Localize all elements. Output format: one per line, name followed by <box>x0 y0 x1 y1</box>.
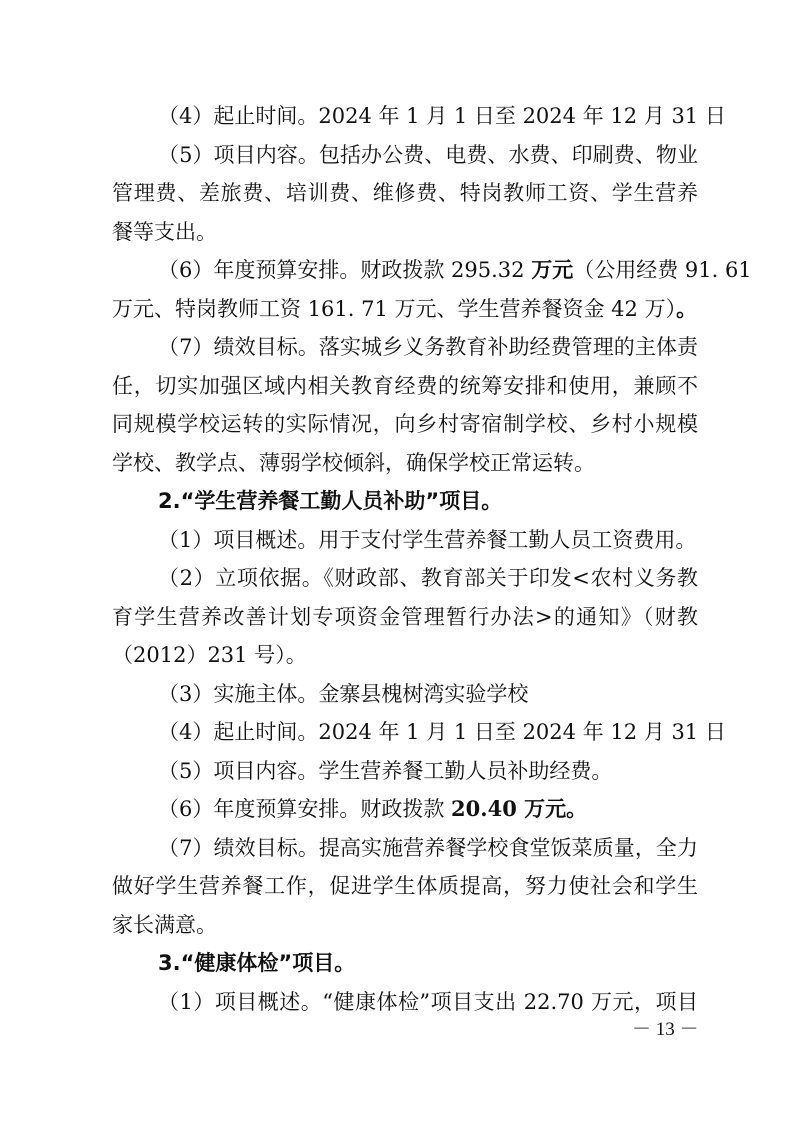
paragraph-line: 育学生营养改善计划专项资金管理暂行办法>的通知》（财教 <box>112 604 698 629</box>
paragraph-line: （1）项目概述。用于支付学生营养餐工勤人员工资费用。 <box>158 527 697 552</box>
paragraph-line: （2012）231 号）。 <box>112 643 307 667</box>
paragraph-line: （2）立项依据。《财政部、教育部关于印发<农村义务教 <box>158 566 698 590</box>
paragraph-line: 学校、教学点、薄弱学校倾斜，确保学校正常运转。 <box>112 450 595 475</box>
bold-text: 20.40 万元。 <box>451 796 588 821</box>
paragraph-line: 家长满意。 <box>112 912 217 937</box>
page-number: － 13 － <box>632 1019 699 1040</box>
paragraph-line: （4）起止时间。2024 年 1 月 1 日至 2024 年 12 月 31 日 <box>158 104 726 128</box>
paragraph-line: 餐等支出。 <box>112 219 217 244</box>
paragraph-line: （4）起止时间。2024 年 1 月 1 日至 2024 年 12 月 31 日 <box>158 720 726 744</box>
text-span: （公用经费 91. 61 <box>573 258 752 282</box>
bold-text: 万元 <box>531 257 574 282</box>
document-body <box>112 97 752 1021</box>
paragraph-line <box>112 790 698 829</box>
paragraph-line <box>112 290 698 329</box>
text-span: 万元、特岗教师工资 161. 71 万元、学生营养餐资金 42 万） <box>112 296 677 321</box>
paragraph-line: （3）实施主体。金寨县槐树湾实验学校 <box>158 681 529 706</box>
bold-text: 。 <box>676 295 698 321</box>
paragraph-line: 做好学生营养餐工作，促进学生体质提高，努力使社会和学生 <box>112 874 698 898</box>
text-span: （6）年度预算安排。财政拨款 <box>158 797 452 821</box>
paragraph-line: （7）绩效目标。提高实施营养餐学校食堂饭菜质量，全力 <box>158 835 698 860</box>
paragraph-line: （5）项目内容。包括办公费、电费、水费、印刷费、物业 <box>158 142 698 167</box>
paragraph-line: 同规模学校运转的实际情况，向乡村寄宿制学校、乡村小规模 <box>112 412 698 436</box>
section-heading: 3.“健康体检”项目。 <box>158 951 356 975</box>
paragraph-line: （1）项目概述。“健康体检”项目支出 22.70 万元，项目 <box>158 989 698 1014</box>
paragraph-line: （5）项目内容。学生营养餐工勤人员补助经费。 <box>158 758 613 783</box>
paragraph-line <box>112 251 752 290</box>
paragraph-line: 管理费、差旅费、培训费、维修费、特岗教师工资、学生营养 <box>112 181 698 205</box>
section-heading: 2.“学生营养餐工勤人员补助”项目。 <box>158 489 503 513</box>
paragraph-line: 任，切实加强区域内相关教育经费的统筹安排和使用，兼顾不 <box>112 373 698 398</box>
text-span: （6）年度预算安排。财政拨款 295.32 <box>158 258 532 282</box>
paragraph-line: （7）绩效目标。落实城乡义务教育补助经费管理的主体责 <box>158 335 698 359</box>
